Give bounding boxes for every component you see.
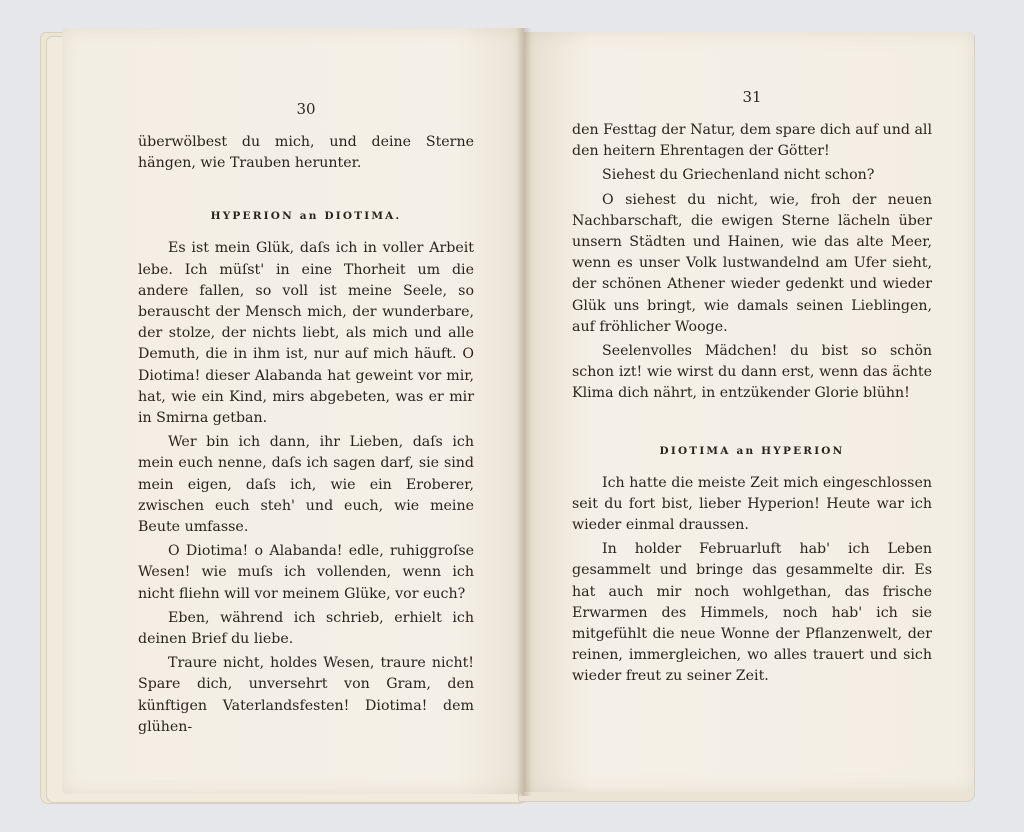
left-page-content — [138, 100, 474, 738]
open-book — [38, 22, 978, 808]
paragraph: Traure nicht, holdes Wesen, traure nicht! Spare dich, unversehrt von Gram, den künftigen Vaterlandsfesten! Diotima! dem glühen- — [138, 655, 474, 735]
letter-heading: DIOTIMA an HYPERION — [659, 444, 845, 457]
paragraph: Siehest du Griechenland nicht schon? — [602, 167, 875, 184]
page-number: 30 — [296, 100, 316, 118]
left-page — [62, 28, 524, 794]
right-page-content — [572, 88, 932, 688]
book-gutter — [516, 28, 532, 796]
paragraph: Seelenvolles Mädchen! du bist so schön schon izt! wie wirst du dann erst, wenn das ächte Klima dich nährt, in entzükender Glorie blühn! — [572, 343, 932, 402]
opening-text: den Festtag der Natur, dem spare dich auf und all den heitern Ehrentagen der Götter! — [572, 122, 932, 160]
paragraph: Wer bin ich dann, ihr Lieben, daſs ich mein euch nenne, daſs ich sagen darf, sie sind mein eigen, daſs ich, wie ein Eroberer, zwischen euch steh' und euch, wie meine Beute umfasse. — [138, 434, 474, 536]
letter-heading: HYPERION an DIOTIMA. — [210, 210, 402, 223]
paragraph: O Diotima! o Alabanda! edle, ruhiggroſse Wesen! wie muſs ich vollenden, wenn ich nicht fliehn will vor meinem Glüke, vor euch? — [138, 543, 474, 602]
paragraph: O siehest du nicht, wie, froh der neuen Nachbarschaft, die ewigen Sterne lächeln über unsern Städten und Hainen, wie das alte Meer, wenn es unser Volk lustwandelnd am Ufer sieht, der schönen Athener wieder gedenkt und wieder Glük uns bringt, wie damals seinen Lieblingen, auf fröhlicher Wooge. — [572, 191, 932, 335]
paragraph: Ich hatte die meiste Zeit mich eingeschlossen seit du fort bist, lieber Hyperion! Heute war ich wieder einmal draussen. — [572, 474, 932, 534]
paragraph: Es ist mein Glük, daſs ich in voller Arbeit lebe. Ich müſst' in eine Thorheit um die andere fallen, so voll ist meine Seele, so berauscht der Mensch mich, der wunderbare, der stolze, der nichts liebt, als mich und alle Demuth, die in ihm ist, nur auf mich häuft. O Diotima! dieser Alabanda hat geweint vor mir, hat, wie ein Kind, mirs abgebeten, was er mir in Smirna getban. — [138, 240, 474, 427]
paragraph: Eben, während ich schrieb, erhielt ich deinen Brief du liebe. — [138, 609, 474, 648]
right-page — [524, 32, 974, 792]
page-number: 31 — [742, 88, 762, 106]
paragraph: In holder Februarluft hab' ich Leben gesammelt und bringe das gesammelte dir. Es hat auch mir noch wohlgethan, das frische Erwarmen des Himmels, noch hab' ich sie mitgefühlt die neue Wonne der Pflanzenwelt, der reinen, immergleichen, wo alles trauert und sich wieder freut zu seiner Zeit. — [572, 541, 932, 685]
opening-text: überwölbest du mich, und deine Sterne hängen, wie Trauben herunter. — [138, 134, 474, 172]
